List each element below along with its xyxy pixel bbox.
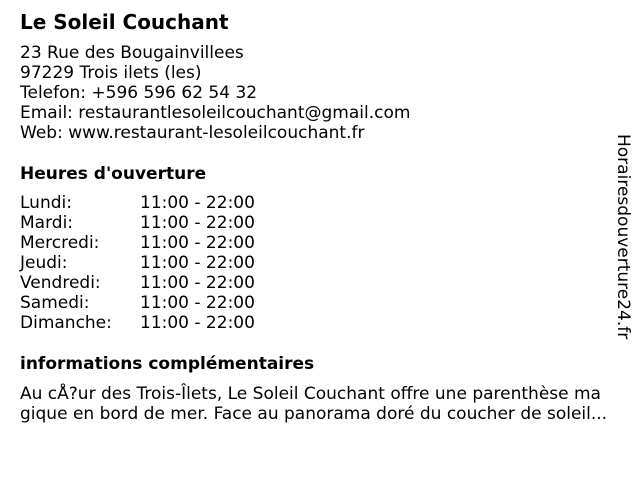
hours-row-saturday xyxy=(20,293,255,313)
description-text xyxy=(20,384,624,424)
time-range: 11:00 - 22:00 xyxy=(140,193,255,213)
day-label: Mardi: xyxy=(20,213,74,233)
day-label: Dimanche: xyxy=(20,313,112,333)
address-line-2: 97229 Trois ilets (les) xyxy=(20,63,202,83)
day-label: Vendredi: xyxy=(20,273,101,293)
address-line-1: 23 Rue des Bougainvillees xyxy=(20,43,244,63)
hours-row-sunday xyxy=(20,313,255,333)
hours-row-monday xyxy=(20,193,255,213)
restaurant-name: Le Soleil Couchant xyxy=(20,10,229,34)
hours-row-tuesday xyxy=(20,213,255,233)
contact-block xyxy=(20,43,410,143)
phone-line: Telefon: +596 596 62 54 32 xyxy=(20,83,258,103)
site-watermark: Horairesdouverture24.fr xyxy=(613,134,633,340)
additional-info-heading: informations complémentaires xyxy=(20,354,315,374)
time-range: 11:00 - 22:00 xyxy=(140,293,255,313)
day-label: Samedi: xyxy=(20,293,90,313)
time-range: 11:00 - 22:00 xyxy=(140,313,255,333)
opening-hours-heading: Heures d'ouverture xyxy=(20,164,207,184)
day-label: Mercredi: xyxy=(20,233,100,253)
description-line-2: gique en bord de mer. Face au panorama doré du coucher de soleil... xyxy=(20,404,608,424)
day-label: Jeudi: xyxy=(20,253,68,273)
time-range: 11:00 - 22:00 xyxy=(140,273,255,293)
day-label: Lundi: xyxy=(20,193,72,213)
hours-row-thursday xyxy=(20,253,255,273)
web-line: Web: www.restaurant-lesoleilcouchant.fr xyxy=(20,123,365,143)
hours-row-wednesday xyxy=(20,233,255,253)
hours-row-friday xyxy=(20,273,255,293)
time-range: 11:00 - 22:00 xyxy=(140,233,255,253)
time-range: 11:00 - 22:00 xyxy=(140,213,255,233)
time-range: 11:00 - 22:00 xyxy=(140,253,255,273)
email-line: Email: restaurantlesoleilcouchant@gmail.com xyxy=(20,103,411,123)
opening-hours-table xyxy=(20,193,255,333)
description-line-1: Au cÅ?ur des Trois-Îlets, Le Soleil Couchant offre une parenthèse ma xyxy=(20,384,601,404)
